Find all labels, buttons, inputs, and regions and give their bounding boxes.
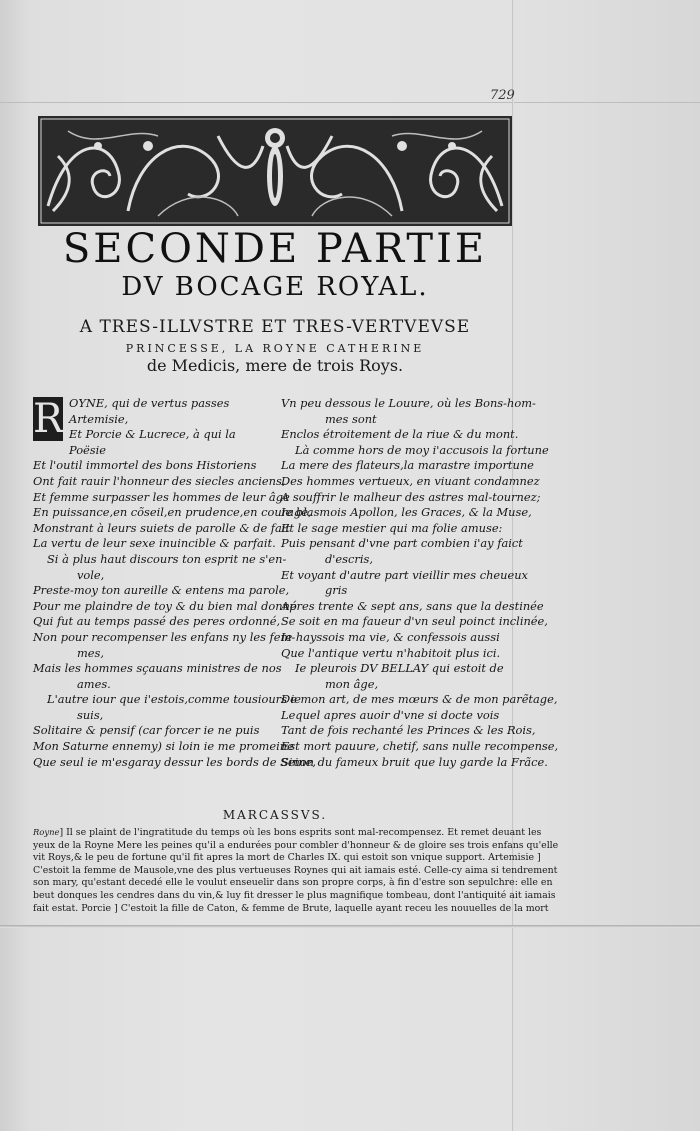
drop-cap: R: [33, 396, 64, 442]
verse-line: Se soit en ma faueur d'vn seul poinct inclinée,: [281, 614, 548, 629]
verse-line: Que l'antique vertu n'habitoit plus ici.: [281, 645, 501, 660]
verse-line: mes sont: [325, 411, 377, 426]
commentary-line: [33, 877, 553, 890]
verse-line: Enclos étroitement de la riue & du mont.: [281, 427, 519, 442]
commentary-line: [33, 839, 559, 853]
commentary-lemma: Royne: [33, 827, 60, 837]
commentary-line: [33, 889, 556, 903]
page-crease: [0, 102, 700, 103]
title-line-1: SECONDE PARTIE: [62, 226, 488, 272]
verse-line: Lequel apres auoir d'vne si docte vois: [281, 707, 500, 722]
verse-line: Là comme hors de moy i'accusois la fortune: [295, 442, 549, 457]
commentary-text: son mary, qu'estant decedé elle le voulut enseuelir dans son propre corps, à fin d'estre son sepulchre: elle en: [33, 877, 553, 889]
commentary-text: C'estoit la femme de Mausole,vne des plus vertueuses Roynes qui ait iamais esté. Celle-cy aima si tendrement: [33, 864, 558, 876]
verse-line: La mere des flateurs,la marastre importune: [281, 458, 534, 473]
dedication-line-1: A TRES-ILLVSTRE ET TRES-VERTVEVSE: [79, 317, 471, 337]
verse-line: mon âge,: [325, 676, 379, 691]
commentary-text: vit Roys,& le peu de fortune qu'il fit apres la mort de Charles IX. qui estoit son vnique support. Artemisie ]: [33, 852, 541, 864]
verse-line: Apres trente & sept ans, sans que la destinée: [281, 598, 544, 613]
verse-line: Tant de fois rechanté les Princes & les Rois,: [281, 723, 536, 738]
verse-line: Sinon du fameux bruit que luy garde la Frãce.: [281, 754, 548, 769]
verse-line: suis,: [77, 707, 104, 722]
verse-line: Puis pensant d'vne part combien i'ay faict: [281, 536, 523, 551]
poem-right-column: [281, 396, 559, 770]
verse-line: La vertu de leur sexe inuincible & parfait.: [33, 536, 276, 551]
verse-line: De mon art, de mes mœurs & de mon parẽtage,: [281, 692, 558, 707]
verse-line: Ont fait rauir l'honneur des siecles anciens,: [33, 473, 286, 488]
poem-left-column: [33, 396, 316, 770]
verse-line: Des hommes vertueux, en viuant condamnez: [281, 473, 540, 488]
verse-line: Et voyant d'autre part vieillir mes cheueux: [281, 567, 528, 582]
commentator-name: MARCASSVS.: [222, 808, 328, 822]
verse-line: Est mort pauure, chetif, sans nulle recompense,: [281, 739, 559, 754]
verse-line: Mon Saturne ennemy) si loin ie me promeine: [33, 739, 294, 754]
verse-line: A souffrir le malheur des astres mal-tournez;: [281, 489, 541, 504]
dedication-line-3: de Medicis, mere de trois Roys.: [146, 356, 404, 375]
commentary-line: [33, 864, 558, 878]
dropcap-block: [33, 396, 269, 458]
page-fold-horizontal: [0, 925, 700, 928]
commentary-block: [33, 826, 559, 915]
verse-line: Que seul ie m'esgaray dessur les bords de Seine,: [33, 754, 316, 769]
verse-line: OYNE, qui de vertus passes: [69, 396, 230, 410]
commentary-text: ] Il se plaint de l'ingratitude du temps où les bons esprits sont mal-recompensez. Et remet deuant les: [59, 827, 542, 838]
verse-line: Mais les hommes sçauans ministres de nos: [33, 661, 282, 676]
commentary-line: [33, 826, 542, 840]
verse-line: Si à plus haut discours ton esprit ne s'en-: [47, 551, 287, 566]
verse-line: Et Porcie & Lucrece, à qui la: [69, 427, 236, 442]
commentary-text: yeux de la Royne Mere les peines qu'il a endurées pour combler d'honneur & de gloire ses trois enfans qu'elle: [33, 839, 559, 851]
verse-line: Ie hayssois ma vie, & confessois aussi: [281, 629, 500, 644]
verse-line: d'escris,: [325, 551, 373, 566]
verse-line: Ie pleurois DV BELLAY qui estoit de: [295, 661, 504, 676]
verse-line: ames.: [77, 676, 111, 691]
verse-line: Ie blasmois Apollon, les Graces, & la Muse,: [281, 505, 532, 520]
commentary-text: beut donques les cendres dans du vin,& luy fit dresser le plus magnifique tombeau, dont l'antiquité ait iamais: [33, 889, 556, 901]
commentary-line: [33, 902, 549, 916]
verse-line: Poësie: [69, 442, 107, 457]
verse-line: mes,: [77, 645, 105, 660]
commentary-line: [33, 852, 541, 865]
verse-line: vole,: [77, 567, 105, 582]
verse-line: Et femme surpasser les hommes de leur âge: [33, 489, 290, 504]
verse-line: En puissance,en cõseil,en prudence,en courage,: [33, 505, 312, 520]
verse-line: Monstrant à leurs suiets de parolle & de fait: [33, 520, 291, 535]
page-number: 729: [490, 88, 515, 103]
verse-line: Et l'outil immortel des bons Historiens: [33, 458, 257, 473]
verse-line: gris: [325, 583, 348, 598]
verse-line: Pour me plaindre de toy & du bien mal donné: [33, 598, 297, 613]
ornamental-headpiece: [38, 116, 512, 226]
verse-line: Non pour recompenser les enfans ny les fem-: [33, 629, 296, 644]
verse-line: Et le sage mestier qui ma folie amuse:: [281, 520, 503, 535]
verse-line: Artemisie,: [69, 411, 129, 426]
verse-line: Qui fut au temps passé des peres ordonné,: [33, 614, 281, 629]
dedication-line-2: PRINCESSE, LA ROYNE CATHERINE: [125, 342, 425, 355]
verse-line: Preste-moy ton aureille & entens ma parole,: [33, 583, 290, 598]
verse-line: Vn peu dessous le Louure, où les Bons-hom-: [281, 396, 536, 410]
commentary-text: fait estat. Porcie ] C'estoit la fille de Caton, & femme de Brute, laquelle ayant receu les nouuelles de la mort: [33, 902, 549, 914]
title-line-2: DV BOCAGE ROYAL.: [121, 272, 429, 302]
verse-line: L'autre iour que i'estois,comme tousiours ie: [47, 692, 301, 707]
verse-line: Solitaire & pensif (car forcer ie ne puis: [33, 723, 260, 738]
